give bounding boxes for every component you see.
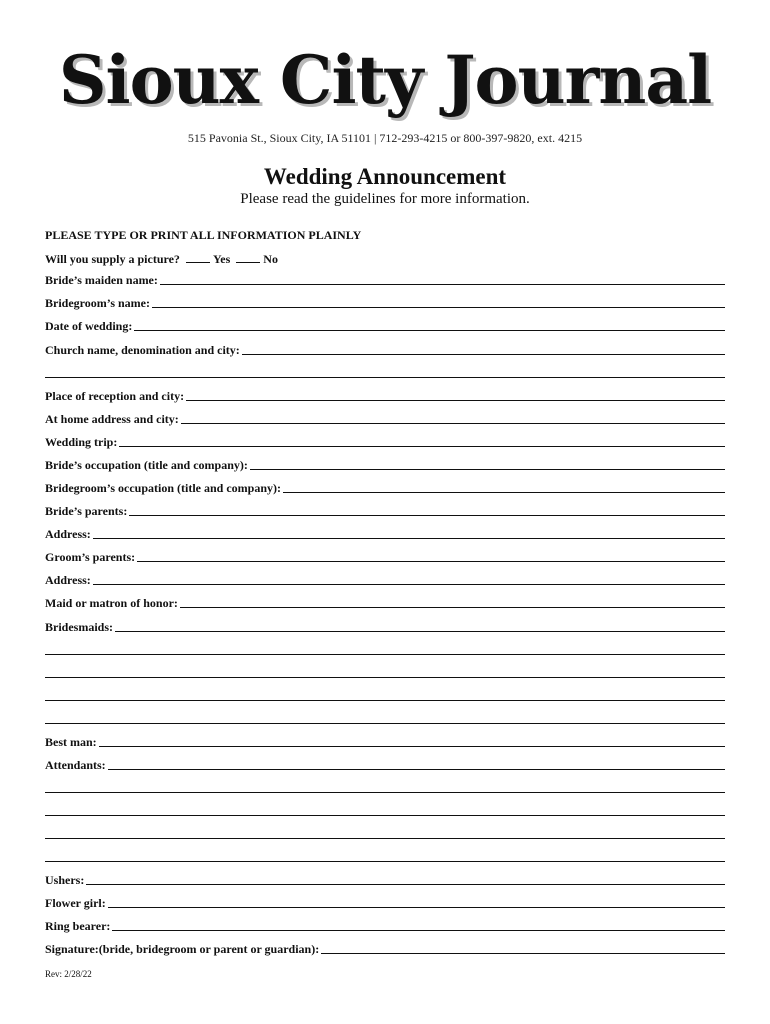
grooms-occupation-label: Bridegroom’s occupation (title and company): xyxy=(45,481,281,495)
picture-no-label: No xyxy=(263,252,278,266)
bridesmaids-continuation-line[interactable] xyxy=(45,723,725,724)
brides-parents-field[interactable] xyxy=(45,503,725,519)
date-of-wedding-line[interactable] xyxy=(134,330,725,331)
picture-yes-blank[interactable] xyxy=(186,252,210,263)
masthead-logo: Sioux City Journal xyxy=(58,41,712,119)
flower-girl-label: Flower girl: xyxy=(45,896,106,910)
attendants-field[interactable] xyxy=(45,757,725,773)
attendants-line[interactable] xyxy=(108,769,725,770)
bridegrooms-name-line[interactable] xyxy=(152,307,725,308)
date-of-wedding-field[interactable] xyxy=(45,318,725,334)
bridesmaids-continuation-line[interactable] xyxy=(45,654,725,655)
grooms-parents-address-line[interactable] xyxy=(93,584,725,585)
attendants-continuation-line[interactable] xyxy=(45,815,725,816)
bridesmaids-line[interactable] xyxy=(115,631,725,632)
brides-parents-line[interactable] xyxy=(129,515,725,516)
church-continuation-field[interactable] xyxy=(45,365,725,381)
maid-of-honor-line[interactable] xyxy=(180,607,725,608)
grooms-parents-line[interactable] xyxy=(137,561,725,562)
attendants-continuation-line[interactable] xyxy=(45,861,725,862)
form-instructions: PLEASE TYPE OR PRINT ALL INFORMATION PLAINLY xyxy=(45,228,362,242)
brides-maiden-name-label: Bride’s maiden name: xyxy=(45,273,158,287)
wedding-trip-field[interactable] xyxy=(45,434,725,450)
ushers-line[interactable] xyxy=(86,884,725,885)
bridesmaids-continuation-field[interactable] xyxy=(45,711,725,727)
bridesmaids-continuation-field[interactable] xyxy=(45,642,725,658)
reception-line[interactable] xyxy=(186,400,725,401)
church-continuation-line[interactable] xyxy=(45,377,725,378)
brides-maiden-name-line[interactable] xyxy=(160,284,725,285)
brides-occupation-label: Bride’s occupation (title and company): xyxy=(45,458,248,472)
bridesmaids-continuation-line[interactable] xyxy=(45,700,725,701)
brides-occupation-field[interactable] xyxy=(45,457,725,473)
bridesmaids-continuation-field[interactable] xyxy=(45,688,725,704)
attendants-label: Attendants: xyxy=(45,758,106,772)
bridesmaids-continuation-field[interactable] xyxy=(45,665,725,681)
brides-parents-label: Bride’s parents: xyxy=(45,504,128,518)
brides-parents-address-field[interactable] xyxy=(45,526,725,542)
picture-yes-label: Yes xyxy=(212,252,231,266)
best-man-label: Best man: xyxy=(45,735,97,749)
form-title: Wedding Announcement xyxy=(263,164,507,189)
grooms-parents-field[interactable] xyxy=(45,549,725,565)
church-label: Church name, denomination and city: xyxy=(45,343,240,357)
date-of-wedding-label: Date of wedding: xyxy=(45,319,133,333)
attendants-continuation-field[interactable] xyxy=(45,849,725,865)
wedding-trip-line[interactable] xyxy=(119,446,725,447)
reception-field[interactable] xyxy=(45,388,725,404)
best-man-line[interactable] xyxy=(99,746,725,747)
attendants-continuation-line[interactable] xyxy=(45,792,725,793)
ushers-field[interactable] xyxy=(45,872,725,888)
at-home-address-label: At home address and city: xyxy=(45,412,179,426)
at-home-address-line[interactable] xyxy=(181,423,725,424)
form-subtitle: Please read the guidelines for more information. xyxy=(240,191,530,207)
bridegrooms-name-label: Bridegroom’s name: xyxy=(45,296,150,310)
publisher-address: 515 Pavonia St., Sioux City, IA 51101 | 712-293-4215 or 800-397-9820, ext. 4215 xyxy=(187,131,583,145)
bridesmaids-label: Bridesmaids: xyxy=(45,620,114,634)
signature-label: Signature:(bride, bridegroom or parent or guardian): xyxy=(45,942,320,956)
maid-of-honor-field[interactable] xyxy=(45,595,725,611)
wedding-trip-label: Wedding trip: xyxy=(45,435,118,449)
ring-bearer-field[interactable] xyxy=(45,918,725,934)
grooms-parents-address-field[interactable] xyxy=(45,572,725,588)
picture-no-blank[interactable] xyxy=(236,252,260,263)
ring-bearer-label: Ring bearer: xyxy=(45,919,111,933)
picture-question-row xyxy=(45,252,278,267)
reception-label: Place of reception and city: xyxy=(45,389,185,403)
maid-of-honor-label: Maid or matron of honor: xyxy=(45,596,178,610)
signature-line[interactable] xyxy=(321,953,725,954)
at-home-address-field[interactable] xyxy=(45,411,725,427)
ushers-label: Ushers: xyxy=(45,873,85,887)
revision-date: Rev: 2/28/22 xyxy=(45,969,92,979)
brides-maiden-name-field[interactable] xyxy=(45,272,725,288)
grooms-parents-address-label: Address: xyxy=(45,573,91,587)
church-line[interactable] xyxy=(242,354,725,355)
grooms-occupation-field[interactable] xyxy=(45,480,725,496)
attendants-continuation-line[interactable] xyxy=(45,838,725,839)
bridesmaids-continuation-line[interactable] xyxy=(45,677,725,678)
bridesmaids-field[interactable] xyxy=(45,619,725,635)
attendants-continuation-field[interactable] xyxy=(45,803,725,819)
attendants-continuation-field[interactable] xyxy=(45,780,725,796)
ring-bearer-line[interactable] xyxy=(112,930,725,931)
brides-parents-address-label: Address: xyxy=(45,527,91,541)
flower-girl-field[interactable] xyxy=(45,895,725,911)
flower-girl-line[interactable] xyxy=(108,907,725,908)
grooms-occupation-line[interactable] xyxy=(283,492,725,493)
church-field[interactable] xyxy=(45,342,725,358)
picture-question-label: Will you supply a picture? xyxy=(45,252,180,266)
signature-field[interactable] xyxy=(45,941,725,957)
attendants-continuation-field[interactable] xyxy=(45,826,725,842)
brides-occupation-line[interactable] xyxy=(250,469,725,470)
brides-parents-address-line[interactable] xyxy=(93,538,725,539)
grooms-parents-label: Groom’s parents: xyxy=(45,550,136,564)
bridegrooms-name-field[interactable] xyxy=(45,295,725,311)
best-man-field[interactable] xyxy=(45,734,725,750)
